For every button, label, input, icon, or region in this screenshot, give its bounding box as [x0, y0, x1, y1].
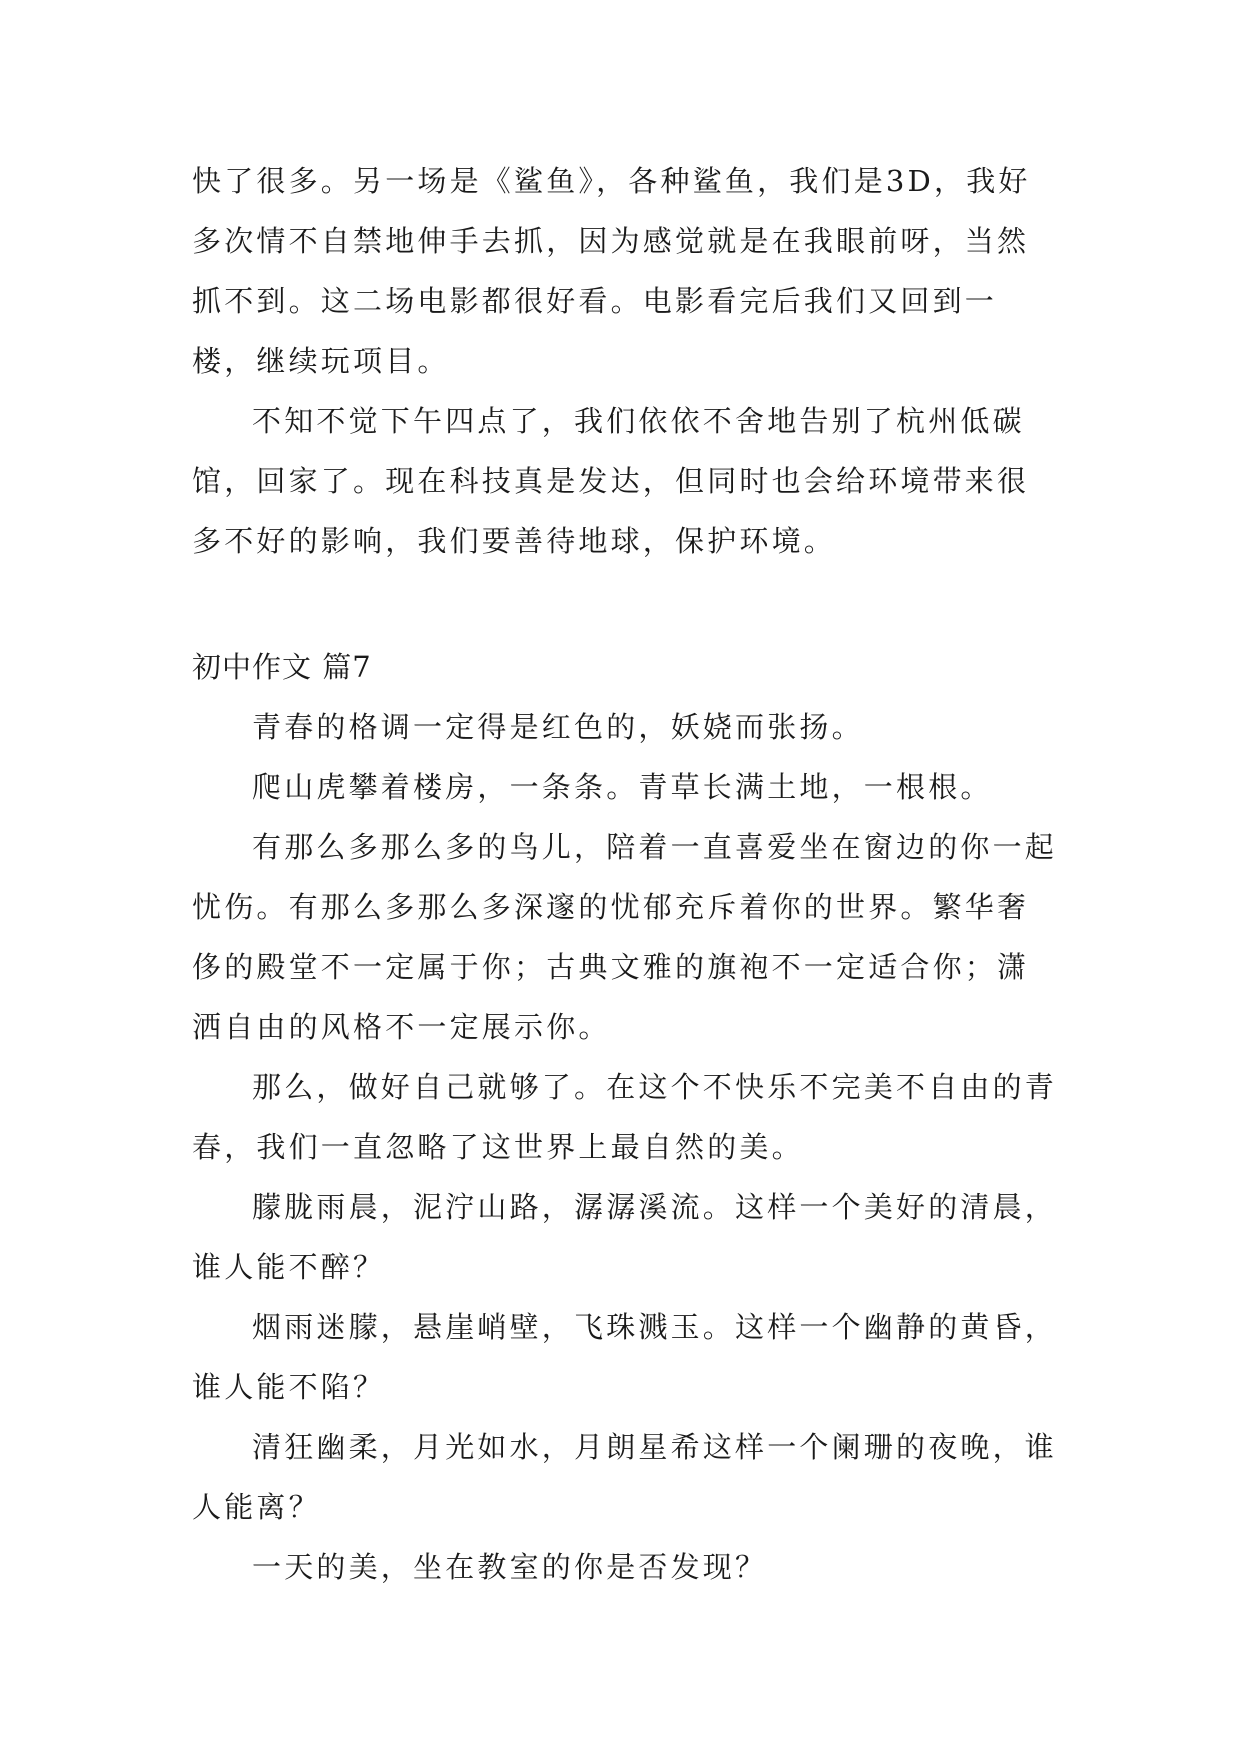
paragraph: 朦胧雨晨，泥泞山路，潺潺溪流。这样一个美好的清晨，谁人能不醉？: [192, 1190, 1058, 1284]
paragraph: 快了很多。另一场是《鲨鱼》，各种鲨鱼，我们是3D，我好多次情不自禁地伸手去抓，因为感觉就是在我眼前呀，当然抓不到。这二场电影都很好看。电影看完后我们又回到一楼，继续玩项目。: [192, 164, 1031, 378]
essay-section: [192, 637, 1060, 1597]
paragraph: 一天的美，坐在教室的你是否发现？: [252, 1550, 768, 1584]
previous-essay-tail: [192, 151, 1060, 571]
paragraph: 有那么多那么多的鸟儿，陪着一直喜爱坐在窗边的你一起忧伤。有那么多那么多深邃的忧郁充斥着你的世界。繁华奢侈的殿堂不一定属于你；古典文雅的旗袍不一定适合你；潇洒自由的风格不一定展示你。: [192, 830, 1058, 1044]
document-body: [192, 151, 1060, 1597]
paragraph: 不知不觉下午四点了，我们依依不舍地告别了杭州低碳馆，回家了。现在科技真是发达，但同时也会给环境带来很多不好的影响，我们要善待地球，保护环境。: [192, 404, 1030, 558]
section-heading: 初中作文 篇7: [192, 650, 372, 684]
section-gap: [192, 571, 1060, 637]
paragraph: 烟雨迷朦，悬崖峭壁，飞珠溅玉。这样一个幽静的黄昏，谁人能不陷？: [192, 1310, 1058, 1404]
paragraph: 爬山虎攀着楼房，一条条。青草长满土地，一根根。: [252, 770, 993, 804]
paragraph: 那么，做好自己就够了。在这个不快乐不完美不自由的青春，我们一直忽略了这世界上最自然的美。: [192, 1070, 1058, 1164]
paragraph: 清狂幽柔，月光如水，月朗星希这样一个阑珊的夜晚，谁人能离？: [192, 1430, 1058, 1524]
paragraph: 青春的格调一定得是红色的，妖娆而张扬。: [252, 710, 864, 744]
